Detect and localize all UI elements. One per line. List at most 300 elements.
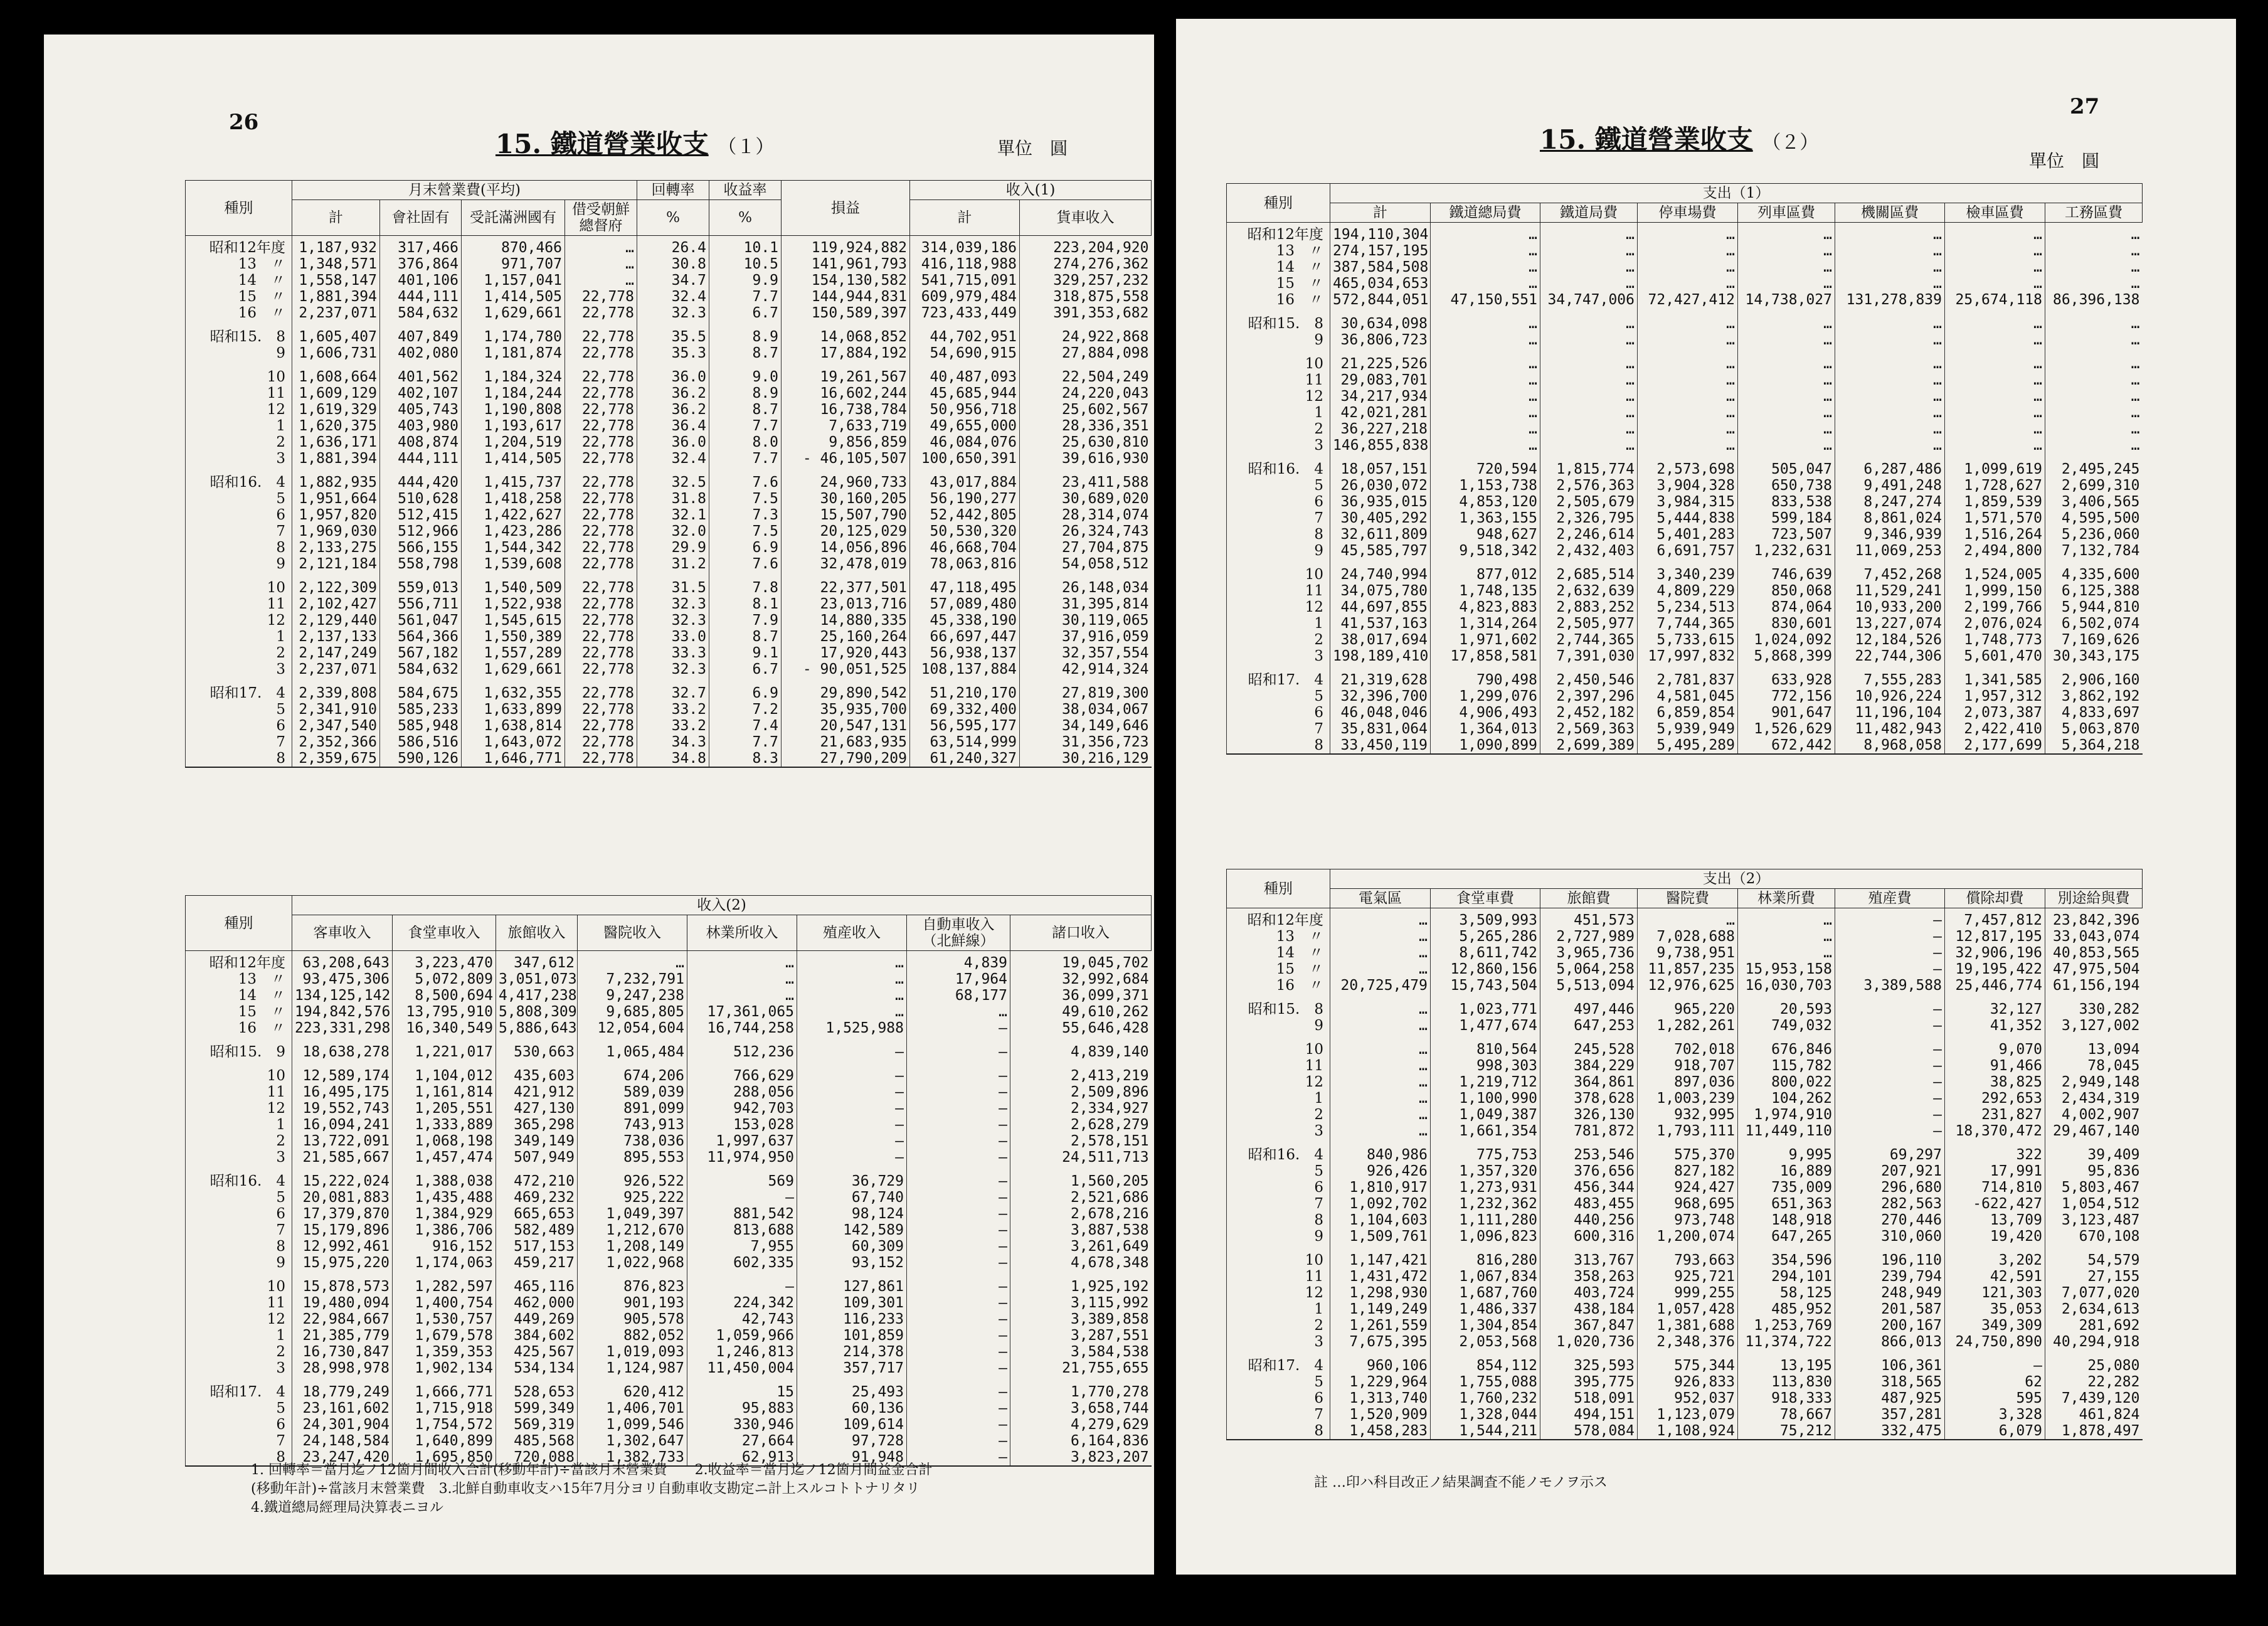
row-label: 2 [186,1133,292,1149]
row-label: 2 [186,645,292,661]
table-row [1227,1018,2143,1034]
table-cell: … [797,971,907,987]
table-cell: 196,110 [1835,1245,1945,1268]
table-cell: 33.2 [637,718,709,734]
row-label: 1 [1227,1301,1330,1317]
table-cell: 3,328 [1945,1406,2045,1423]
row-label: 15 〃 [1227,961,1330,977]
table-cell: 585,948 [380,718,462,734]
table-cell: 144,944,831 [782,289,910,305]
table-cell: 405,743 [380,401,462,418]
table-cell: 2,339,808 [292,678,380,701]
table-cell: 27,155 [2045,1268,2143,1285]
table-cell: 440,256 [1540,1212,1638,1228]
table-cell: 1,096,823 [1431,1228,1540,1245]
table-cell: — [907,1327,1010,1344]
table-cell: 24,220,043 [1020,385,1152,401]
table-cell: 78,063,816 [910,556,1020,572]
table-cell: 973,748 [1638,1212,1738,1228]
table-cell: 1,364,013 [1431,721,1540,737]
table-cell: 37,916,059 [1020,629,1152,645]
table-cell: 1,328,044 [1431,1406,1540,1423]
table-cell: 881,542 [687,1206,797,1222]
table-cell: 22,377,501 [782,572,910,596]
table-cell: 3,509,993 [1431,908,1540,929]
table-cell: 365,298 [496,1117,578,1133]
table-cell: 43,017,884 [910,467,1020,491]
table-cell: 22,778 [565,345,637,361]
table-row [186,1376,1152,1400]
table-cell: 3,389,588 [1835,977,1945,994]
table-cell: 8.7 [709,345,782,361]
table-cell: 17,379,870 [292,1206,393,1222]
table-row [1227,664,2143,688]
table-cell: … [1738,348,1835,372]
table-cell: … [1330,1107,1431,1123]
table-cell: 800,022 [1738,1074,1835,1090]
row-label: 15 〃 [186,1004,292,1020]
table-cell: 16,495,175 [292,1084,393,1100]
row-label: 12 [186,612,292,629]
table-row [1227,275,2143,292]
table-cell: 245,528 [1540,1034,1638,1058]
table-cell: … [1431,259,1540,275]
table-cell: 7,439,120 [2045,1390,2143,1406]
table-cell: 4,595,500 [2045,510,2143,526]
table-row [186,401,1152,418]
table-cell: — [907,1271,1010,1295]
table-cell: … [1638,259,1738,275]
row-label: 3 [186,450,292,467]
table-cell: 35.3 [637,345,709,361]
table-cell: 465,034,653 [1330,275,1431,292]
table-cell: 676,846 [1738,1034,1835,1058]
table-cell: — [907,1036,1010,1060]
table-cell: 32,357,554 [1020,645,1152,661]
table-cell: … [1431,223,1540,243]
table-cell: … [1540,243,1638,259]
table-cell: 6,125,388 [2045,583,2143,599]
header-other: 別途給與費 [2045,889,2143,908]
table-cell: 14,068,852 [782,321,910,345]
table-cell: 23,161,602 [292,1400,393,1416]
table-cell: 9,856,859 [782,434,910,450]
table-cell: 1,605,407 [292,321,380,345]
table-cell: 56,190,277 [910,491,1020,507]
table-cell: 451,573 [1540,908,1638,929]
table-cell: 1,997,637 [687,1133,797,1149]
table-cell: … [1540,275,1638,292]
header-income-group: 收入(1) [910,181,1152,200]
table-cell: 1,023,771 [1431,994,1540,1018]
table-cell: 9,247,238 [578,987,687,1004]
table-cell: 4,581,045 [1638,688,1738,704]
table-cell: 21,225,526 [1330,348,1431,372]
table-cell: 1,221,017 [393,1036,496,1060]
table-row [1227,388,2143,405]
table-cell: 746,639 [1738,559,1835,583]
table-cell: 1,193,617 [462,418,565,434]
table-cell: 2,133,275 [292,539,380,556]
table-cell: 69,332,400 [910,701,1020,718]
table-cell: 36.2 [637,401,709,418]
table-cell: 1,560,205 [1010,1166,1152,1189]
table-cell: 1,184,324 [462,361,565,385]
table-cell: 12,054,604 [578,1020,687,1036]
table-cell: 723,433,449 [910,305,1020,321]
table-cell: 154,130,582 [782,272,910,289]
table-cell: 36,099,371 [1010,987,1152,1004]
table-cell: 22,778 [565,450,637,467]
table-cell: 408,874 [380,434,462,450]
table-cell: 2,359,675 [292,750,380,767]
table-cell: … [1945,372,2045,388]
table-cell: 30,343,175 [2045,648,2143,664]
table-cell: 870,466 [462,236,565,257]
table-cell: — [797,1084,907,1100]
table-cell: 56,938,137 [910,645,1020,661]
table-cell: — [1835,1123,1945,1139]
table-row [186,1344,1152,1360]
table-cell: … [1330,1034,1431,1058]
table-cell: 46,668,704 [910,539,1020,556]
table-cell: 78,045 [2045,1058,2143,1074]
table-cell: 40,487,093 [910,361,1020,385]
table-row [186,434,1152,450]
table-cell: 8.9 [709,385,782,401]
table-cell: 2,628,279 [1010,1117,1152,1133]
table-cell: — [907,1344,1010,1360]
table-cell: 109,301 [797,1295,907,1311]
table-cell: 16,602,244 [782,385,910,401]
header-expense-group: 支出（1） [1330,184,2143,203]
table-cell: 2,521,686 [1010,1189,1152,1206]
table-row [1227,928,2143,945]
row-label: 1 [186,418,292,434]
table-cell: — [1835,1074,1945,1090]
table-cell: … [1835,223,1945,243]
table-cell: 7,744,365 [1638,615,1738,632]
table-cell: 665,653 [496,1206,578,1222]
table-cell: 13,795,910 [393,1004,496,1020]
table-cell: 651,363 [1738,1196,1835,1212]
table-cell: 2,744,365 [1540,632,1638,648]
table-cell: 60,309 [797,1238,907,1255]
table-cell: 1,633,899 [462,701,565,718]
table-cell: 487,925 [1835,1390,1945,1406]
table-cell: 13,227,074 [1835,615,1945,632]
table-cell: 584,632 [380,661,462,678]
table-cell: … [1330,994,1431,1018]
table-row [1227,332,2143,348]
table-cell: 27,790,209 [782,750,910,767]
table-cell: 7,132,784 [2045,543,2143,559]
table-cell: 29.9 [637,539,709,556]
table-cell: 749,032 [1738,1018,1835,1034]
table-cell: 582,489 [496,1222,578,1238]
table-row [1227,1107,2143,1123]
table-cell: 530,663 [496,1036,578,1060]
table-cell: 25,630,810 [1020,434,1152,450]
table-cell: 459,217 [496,1255,578,1271]
table-cell: — [797,1100,907,1117]
row-label: 5 [186,1189,292,1206]
table-cell: 1,754,572 [393,1416,496,1433]
table-cell: 2,678,216 [1010,1206,1152,1222]
table-row [186,596,1152,612]
table-cell: 39,616,930 [1020,450,1152,467]
table-cell: 36,806,723 [1330,332,1431,348]
header-forestry: 林業所費 [1738,889,1835,908]
table-cell: 42,914,324 [1020,661,1152,678]
table-cell: 1,414,505 [462,450,565,467]
table-cell: 876,823 [578,1271,687,1295]
table-cell: — [797,1149,907,1166]
table-cell: 766,629 [687,1060,797,1084]
table-cell: 10,926,224 [1835,688,1945,704]
table-cell: 850,068 [1738,583,1835,599]
table-cell: 32,611,809 [1330,526,1431,543]
table-cell: 2,076,024 [1945,615,2045,632]
table-cell: 7,555,283 [1835,664,1945,688]
table-cell: 30,119,065 [1020,612,1152,629]
table-cell: 1,544,211 [1431,1423,1540,1440]
table-cell: 329,257,232 [1020,272,1152,289]
table-cell: 10.1 [709,236,782,257]
table-cell: 1,205,551 [393,1100,496,1117]
table-cell: 1,524,005 [1945,559,2045,583]
table-cell: 1,333,889 [393,1117,496,1133]
table-cell: … [1835,421,1945,437]
table-cell: 1,457,474 [393,1149,496,1166]
table-cell: 1,477,674 [1431,1018,1540,1034]
table-cell: 121,303 [1945,1285,2045,1301]
table-cell: 330,946 [687,1416,797,1433]
table-cell: 1,881,394 [292,289,380,305]
table-cell: 1,229,964 [1330,1374,1431,1390]
table-cell: 12,184,526 [1835,632,1945,648]
table-cell: — [907,1449,1010,1466]
table-cell: 19,480,094 [292,1295,393,1311]
header-forestry: 林業所收入 [687,915,797,951]
table-cell: … [1330,1090,1431,1107]
row-label: 1 [186,629,292,645]
table-cell: 469,232 [496,1189,578,1206]
table-cell: 1,415,737 [462,467,565,491]
row-label: 2 [186,1344,292,1360]
table-cell: 1,124,987 [578,1360,687,1376]
table-cell: 670,108 [2045,1228,2143,1245]
table-cell: 387,584,508 [1330,259,1431,275]
table-cell: … [1738,421,1835,437]
header-company-owned: 會社固有 [380,200,462,236]
footnote: 註 …印ハ科目改正ノ結果調査不能ノモノヲ示ス [1314,1475,1608,1490]
table-cell: 15,222,024 [292,1166,393,1189]
table-row [1227,223,2143,243]
table-cell: 816,280 [1431,1245,1540,1268]
table-cell: … [1638,308,1738,332]
table-cell: 1,181,874 [462,345,565,361]
table-cell: - 46,105,507 [782,450,910,467]
table-cell: 1,232,362 [1431,1196,1540,1212]
table-cell: … [1638,372,1738,388]
table-cell: 3,340,239 [1638,559,1738,583]
table-cell: 34,075,780 [1330,583,1431,599]
table-cell: 1,516,264 [1945,526,2045,543]
row-label: 9 [1227,332,1330,348]
table-cell: 28,336,351 [1020,418,1152,434]
table-cell: 127,861 [797,1271,907,1295]
table-cell: 7.7 [709,450,782,467]
expense-table-1 [1226,183,2143,755]
table-cell: 24,740,994 [1330,559,1431,583]
table-cell: 672,442 [1738,737,1835,754]
table-cell: 465,116 [496,1271,578,1295]
table-row [1227,632,2143,648]
table-cell: 599,184 [1738,510,1835,526]
table-cell: 34.7 [637,272,709,289]
table-cell: 2,699,310 [2045,477,2143,494]
table-cell: … [2045,223,2143,243]
table-cell: 97,728 [797,1433,907,1449]
table-cell: … [1431,421,1540,437]
table-cell: 3,115,992 [1010,1295,1152,1311]
table-row [186,612,1152,629]
table-cell: 6,287,486 [1835,454,1945,477]
table-cell: — [907,1416,1010,1433]
header-freight: 貨車收入 [1020,200,1152,236]
table-cell: 1,760,232 [1431,1390,1540,1406]
table-cell: 24,922,868 [1020,321,1152,345]
table-cell: 1,219,712 [1431,1074,1540,1090]
table-cell: 2,147,249 [292,645,380,661]
table-cell: 15,953,158 [1738,961,1835,977]
header-entrusted-manchuria: 受託滿洲國有 [462,200,565,236]
row-label: 14 〃 [1227,259,1330,275]
table-cell: 46,048,046 [1330,704,1431,721]
table-cell: 772,156 [1738,688,1835,704]
table-cell: 46,084,076 [910,434,1020,450]
table-cell: — [907,1149,1010,1166]
table-cell: 35,053 [1945,1301,2045,1317]
table-row [186,289,1152,305]
unit-label: 單位 圓 [2029,151,2100,171]
table-cell: 23,842,396 [2045,908,2143,929]
table-cell: 1,423,286 [462,523,565,539]
table-row [1227,308,2143,332]
table-cell: 116,233 [797,1311,907,1327]
table-cell: 24,301,904 [292,1416,393,1433]
row-label: 1 [1227,1090,1330,1107]
table-cell: 32.4 [637,450,709,467]
table-cell: 6,079 [1945,1423,2045,1440]
table-cell: 223,331,298 [292,1020,393,1036]
table-cell: 11,069,253 [1835,543,1945,559]
table-cell: … [1738,243,1835,259]
table-cell: … [1738,223,1835,243]
table-cell: 20,547,131 [782,718,910,734]
table-cell: 1,971,602 [1431,632,1540,648]
table-cell: 42,743 [687,1311,797,1327]
table-cell: 1,974,910 [1738,1107,1835,1123]
table-cell: 44,702,951 [910,321,1020,345]
table-cell: … [1945,388,2045,405]
table-cell: 1,068,198 [393,1133,496,1149]
row-label: 11 [186,1084,292,1100]
table-cell: 3,904,328 [1638,477,1738,494]
table-cell: 248,949 [1835,1285,1945,1301]
table-cell: 2,699,389 [1540,737,1638,754]
row-label: 10 [1227,559,1330,583]
table-cell: 32.5 [637,467,709,491]
table-cell: … [1540,388,1638,405]
table-cell: 51,210,170 [910,678,1020,701]
table-cell: 3,202 [1945,1245,2045,1268]
table-cell: 8,861,024 [1835,510,1945,526]
table-cell: … [797,1004,907,1020]
table-cell: 7,391,030 [1540,648,1638,664]
table-cell: 1,486,337 [1431,1301,1540,1317]
table-cell: … [1638,437,1738,454]
table-cell: 1,629,661 [462,305,565,321]
table-cell: 1,157,041 [462,272,565,289]
row-label: 6 [186,1206,292,1222]
table-cell: 17,858,581 [1431,648,1540,664]
table-cell: — [907,1311,1010,1327]
table-row [186,385,1152,401]
table-cell: 67,740 [797,1189,907,1206]
table-cell: 942,703 [687,1100,797,1117]
table-cell: 5,513,094 [1540,977,1638,994]
header-profit-rate: 收益率 [709,181,782,200]
table-cell: 494,151 [1540,1406,1638,1423]
table-cell: 2,434,319 [2045,1090,2143,1107]
table-cell: 18,370,472 [1945,1123,2045,1139]
table-cell: 5,601,470 [1945,648,2045,664]
table-cell: — [1835,945,1945,961]
table-cell: … [1835,437,1945,454]
table-cell: … [2045,372,2143,388]
table-row [186,1004,1152,1020]
table-cell: 16,340,549 [393,1020,496,1036]
table-cell: 4,906,493 [1431,704,1540,721]
table-cell: … [2045,405,2143,421]
table-cell: 8.7 [709,401,782,418]
table-cell: 1,629,661 [462,661,565,678]
table-row [186,1100,1152,1117]
table-cell: 3,389,858 [1010,1311,1152,1327]
table-row [1227,945,2143,961]
row-label: 3 [1227,648,1330,664]
table-row [186,556,1152,572]
table-cell: 367,847 [1540,1317,1638,1334]
row-label: 3 [1227,1334,1330,1350]
table-cell: 1,435,488 [393,1189,496,1206]
table-cell: 30.8 [637,256,709,272]
row-label: 6 [1227,494,1330,510]
table-cell: 106,361 [1835,1350,1945,1374]
table-cell: … [2045,388,2143,405]
header-electric: 電氣區 [1330,889,1431,908]
table-cell: 575,344 [1638,1350,1738,1374]
table-cell: 34.3 [637,734,709,750]
table-cell: 8.1 [709,596,782,612]
table-row [186,321,1152,345]
table-cell: 965,220 [1638,994,1738,1018]
table-cell: 1,878,497 [2045,1423,2143,1440]
table-cell: 444,420 [380,467,462,491]
table-cell: 201,587 [1835,1301,1945,1317]
